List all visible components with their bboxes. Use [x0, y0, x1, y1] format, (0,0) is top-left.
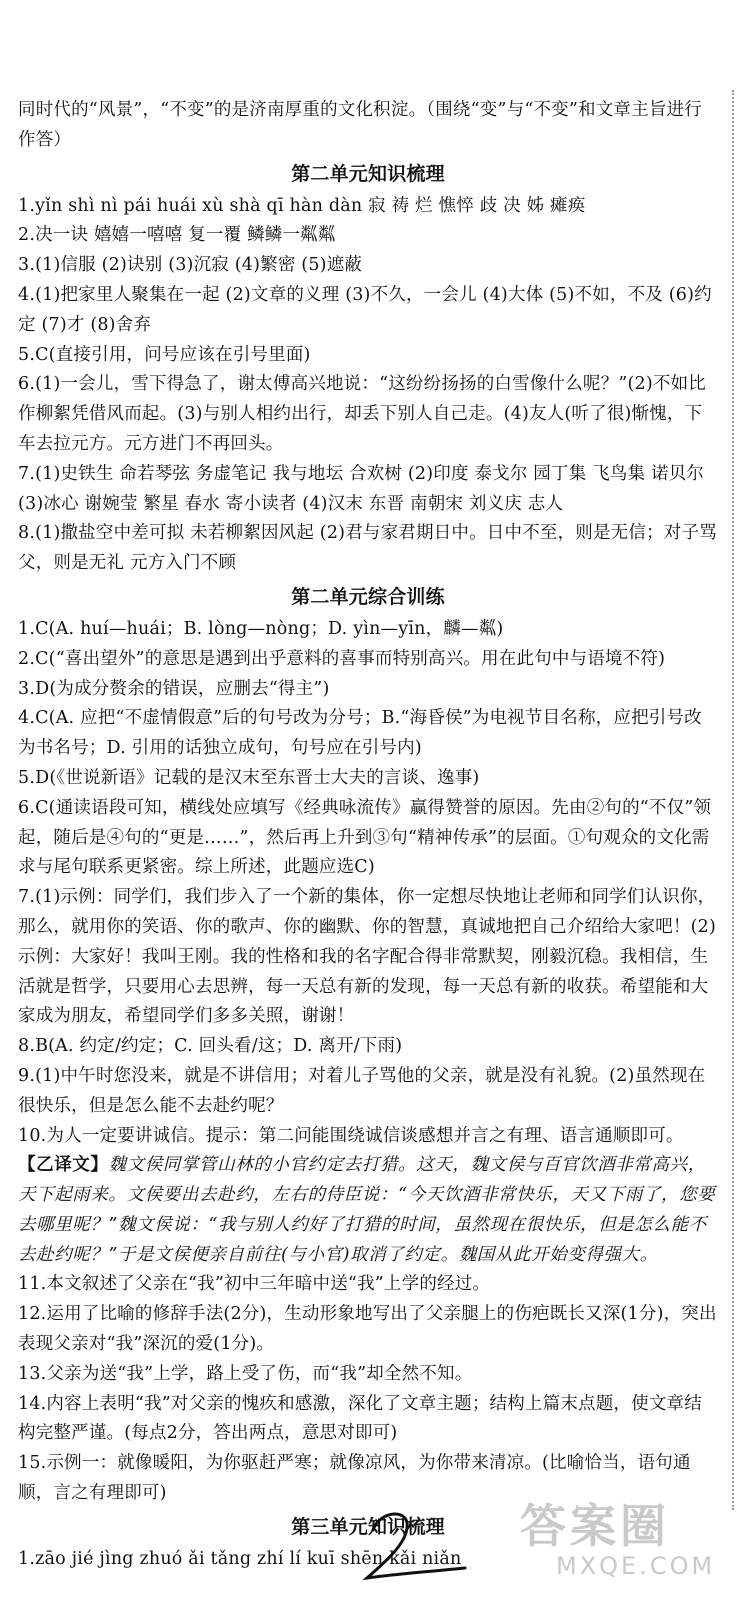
section-heading: 第三单元知识梳理 [291, 1515, 445, 1538]
answer-paragraph: 3.(1)信服 (2)诀别 (3)沉寂 (4)繁密 (5)遮蔽 [18, 255, 363, 276]
answer-paragraph: 5.D(《世说新语》记载的是汉末至东晋士大夫的言谈、逸事) [18, 767, 480, 788]
watermark-title: 答案圈 [520, 1499, 670, 1553]
answer-paragraph: 15.示例一：就像暖阳，为你驱赶严寒；就像凉风，为你带来清凉。(比喻恰当，语句通顺，言之有理即可) [18, 1453, 691, 1504]
answer-paragraph: 10.为人一定要讲诚信。提示：第二问能围绕诚信谈感想并言之有理、语言通顺即可。 [18, 1125, 684, 1146]
answer-paragraph: 12.运用了比喻的修辞手法(2分)，生动形象地写出了父亲腿上的伤疤既长又深(1分)，突出表现父亲对“我”深沉的爱(1分)。 [18, 1304, 717, 1355]
answer-paragraph: 7.(1)示例：同学们，我们步入了一个新的集体，你一定想尽快地让老师和同学们认识你，那么，就用你的笑语、你的歌声、你的幽默、你的智慧，真诚地把自己介绍给大家吧！(2)示例：大家好！我叫王刚。我的性格和我的名字配合得非常默契，刚毅沉稳。我相信，生活就是哲学，只要用心去思辨，每一天总有新的发现，每一天总有新的收获。希望能和大家成为朋友，希望同学们多多关照，谢谢！ [18, 887, 716, 1027]
answer-paragraph: 1.zāo jié jìng zhuó ǎi tǎng zhí lí kuī shēn kǎi niǎn [18, 1548, 462, 1569]
answer-paragraph: 8.(1)撒盐空中差可拟 未若柳絮因风起 (2)君与家君期日中。日中不至，则是无信；对子骂父，则是无礼 元方入门不顾 [18, 523, 717, 574]
answer-paragraph: 1.yǐn shì nì pái huái xù shà qī hàn dàn 寂 祷 烂 憔悴 歧 决 姊 瘫痪 [18, 195, 586, 216]
translation-text: 魏文侯同掌管山林的小官约定去打猎。这天，魏文侯与百官饮酒非常高兴，天下起雨来。文侯要出去赴约，左右的侍臣说：“今天饮酒非常快乐，天又下雨了，您要去哪里呢？”魏文侯说：“我与别人约好了打猎的时间，虽然现在很快乐，但是怎么能不去赴约呢？”于是文侯便亲自前往(与小官)取消了约定。魏国从此开始变得强大。 [18, 1155, 716, 1265]
translation-tag: 【乙译文】 [18, 1155, 109, 1176]
watermark-logo [520, 1500, 730, 1592]
answer-paragraph: 4.C(A. 应把“不虚情假意”后的句号改为分号；B.“海昏侯”为电视节目名称，应把引号改为书名号；D. 引用的话独立成句，句号应在引号内) [18, 708, 702, 759]
section-heading: 第二单元知识梳理 [291, 162, 445, 185]
answer-paragraph: 3.D(为成分赘余的错误，应删去“得主”) [18, 678, 330, 699]
answer-paragraph: 8.B(A. 约定/约定；C. 回头看/这；D. 离开/下雨) [18, 1036, 403, 1057]
answer-content [18, 96, 718, 1575]
translation-paragraph [18, 1151, 718, 1270]
handwritten-page-number [355, 1500, 475, 1590]
section-heading: 第二单元综合训练 [291, 585, 445, 608]
answer-paragraph: 14.内容上表明“我”对父亲的愧疚和感激，深化了文章主题；结构上篇末点题，使文章结构完整严谨。(每点2分，答出两点，意思对即可) [18, 1393, 702, 1444]
binding-dotted-line [732, 90, 734, 1510]
watermark-url: MXQE.COM [556, 1552, 716, 1580]
answer-paragraph: 2.C(“喜出望外”的意思是遇到出乎意料的喜事而特别高兴。用在此句中与语境不符) [18, 648, 666, 669]
answer-paragraph: 2.决一诀 嬉嬉一嘻嘻 复一覆 鳞鳞一粼粼 [18, 225, 336, 246]
answer-paragraph: 6.(1)一会儿，雪下得急了，谢太傅高兴地说：“这纷纷扬扬的白雪像什么呢？”(2)不如比作柳絮凭借风而起。(3)与别人相约出行，却丢下别人自己走。(4)友人(听了很)惭愧，下车去拉元方。元方进门不再回头。 [18, 374, 706, 454]
answer-paragraph: 6.C(通读语段可知，横线处应填写《经典咏流传》赢得赞誉的原因。先由②句的“不仅”领起，随后是④句的“更是……”，然后再上升到③句“精神传承”的层面。①句观众的文化需求与尾句联系更紧密。综上所述，此题应选C) [18, 797, 712, 878]
answer-paragraph: 1.C(A. huí—huái；B. lòng—nòng；D. yìn—yīn，麟—粼) [18, 618, 504, 639]
answer-paragraph: 11.本文叙述了父亲在“我”初中三年暗中送“我”上学的经过。 [18, 1274, 491, 1295]
answer-paragraph: 同时代的“风景”，“不变”的是济南厚重的文化积淀。（围绕“变”与“不变”和文章主旨进行作答） [18, 100, 702, 150]
answer-paragraph: 7.(1)史铁生 命若琴弦 务虚笔记 我与地坛 合欢树 (2)印度 泰戈尔 园丁集 飞鸟集 诺贝尔 (3)冰心 谢婉莹 繁星 春水 寄小读者 (4)汉末 东晋 南朝宋 刘义庆 志人 [18, 463, 705, 514]
answer-paragraph: 9.(1)中午时您没来，就是不讲信用；对着儿子骂他的父亲，就是没有礼貌。(2)虽然现在很快乐，但是怎么能不去赴约呢？ [18, 1065, 706, 1116]
answer-paragraph: 5.C(直接引用，问号应该在引号里面) [18, 344, 311, 365]
answer-paragraph: 4.(1)把家里人聚集在一起 (2)文章的义理 (3)不久，一会儿 (4)大体 (5)不如，不及 (6)约定 (7)才 (8)舍弃 [18, 284, 712, 335]
answer-paragraph: 13.父亲为送“我”上学，路上受了伤，而“我”却全然不知。 [18, 1363, 473, 1384]
